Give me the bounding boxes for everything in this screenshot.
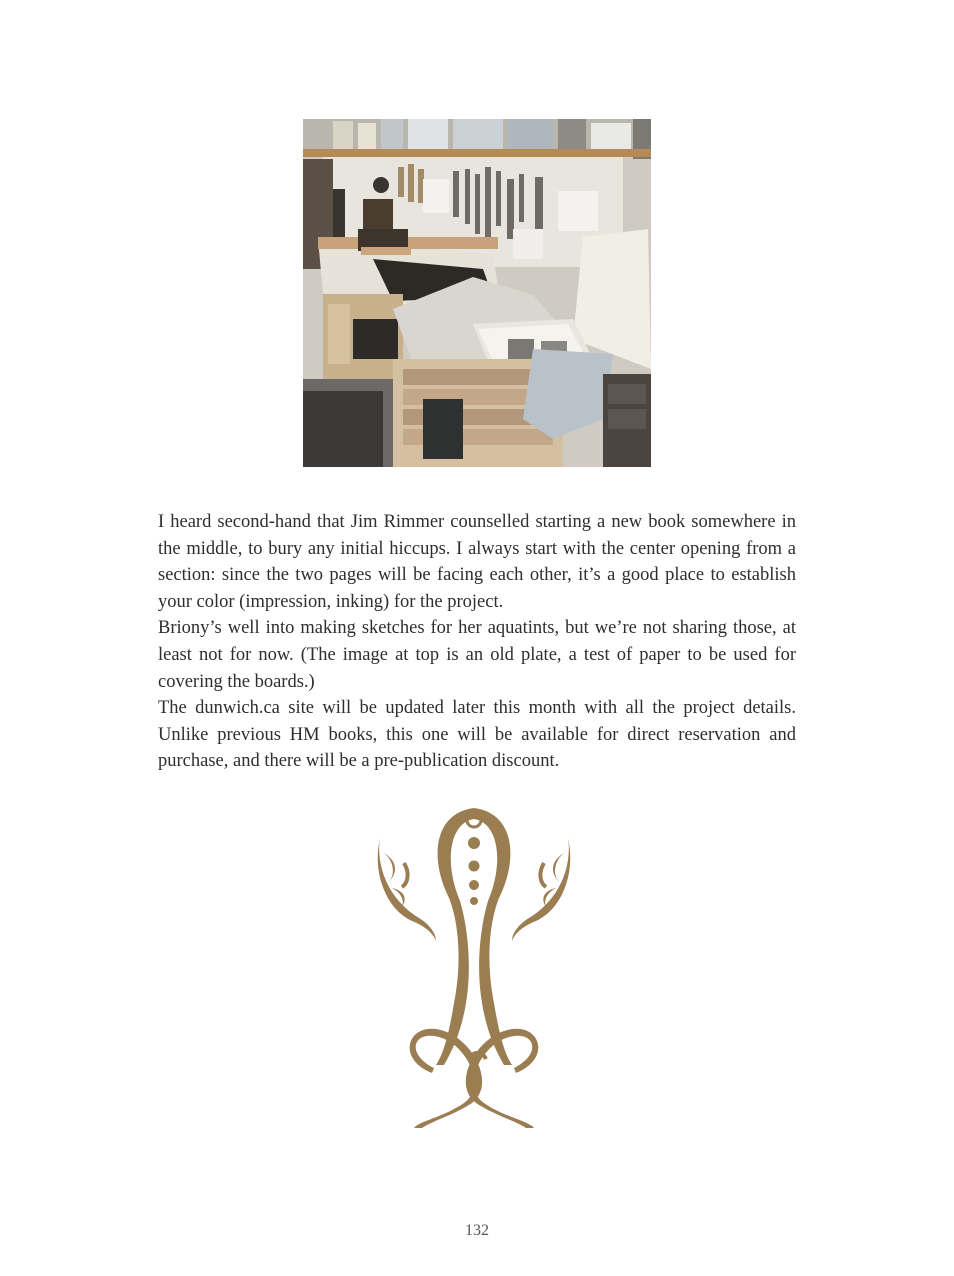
page-number: 132 (465, 1222, 489, 1239)
decorative-ornament (374, 803, 574, 1133)
paragraph-1: I heard second-hand that Jim Rimmer counselled starting a new book somewhere in the middle, to bury any initial hiccups. I always start with the center opening from a section: since the two pages will be facing each other, it’s a good place to establish your color (impression, inking) for the project. (158, 512, 796, 612)
paragraph-3: The dunwich.ca site will be updated later this month with all the project details. Unlike previous HM books, this one will be available for direct reservation and purchase, and there will be a pre-publication discount. (158, 698, 796, 772)
studio-photo (303, 119, 651, 467)
paragraph-2: Briony’s well into making sketches for her aquatints, but we’re not sharing those, at least not for now. (The image at top is an old plate, a test of paper to be used for covering the boards.) (158, 618, 796, 692)
article-body (158, 509, 796, 775)
